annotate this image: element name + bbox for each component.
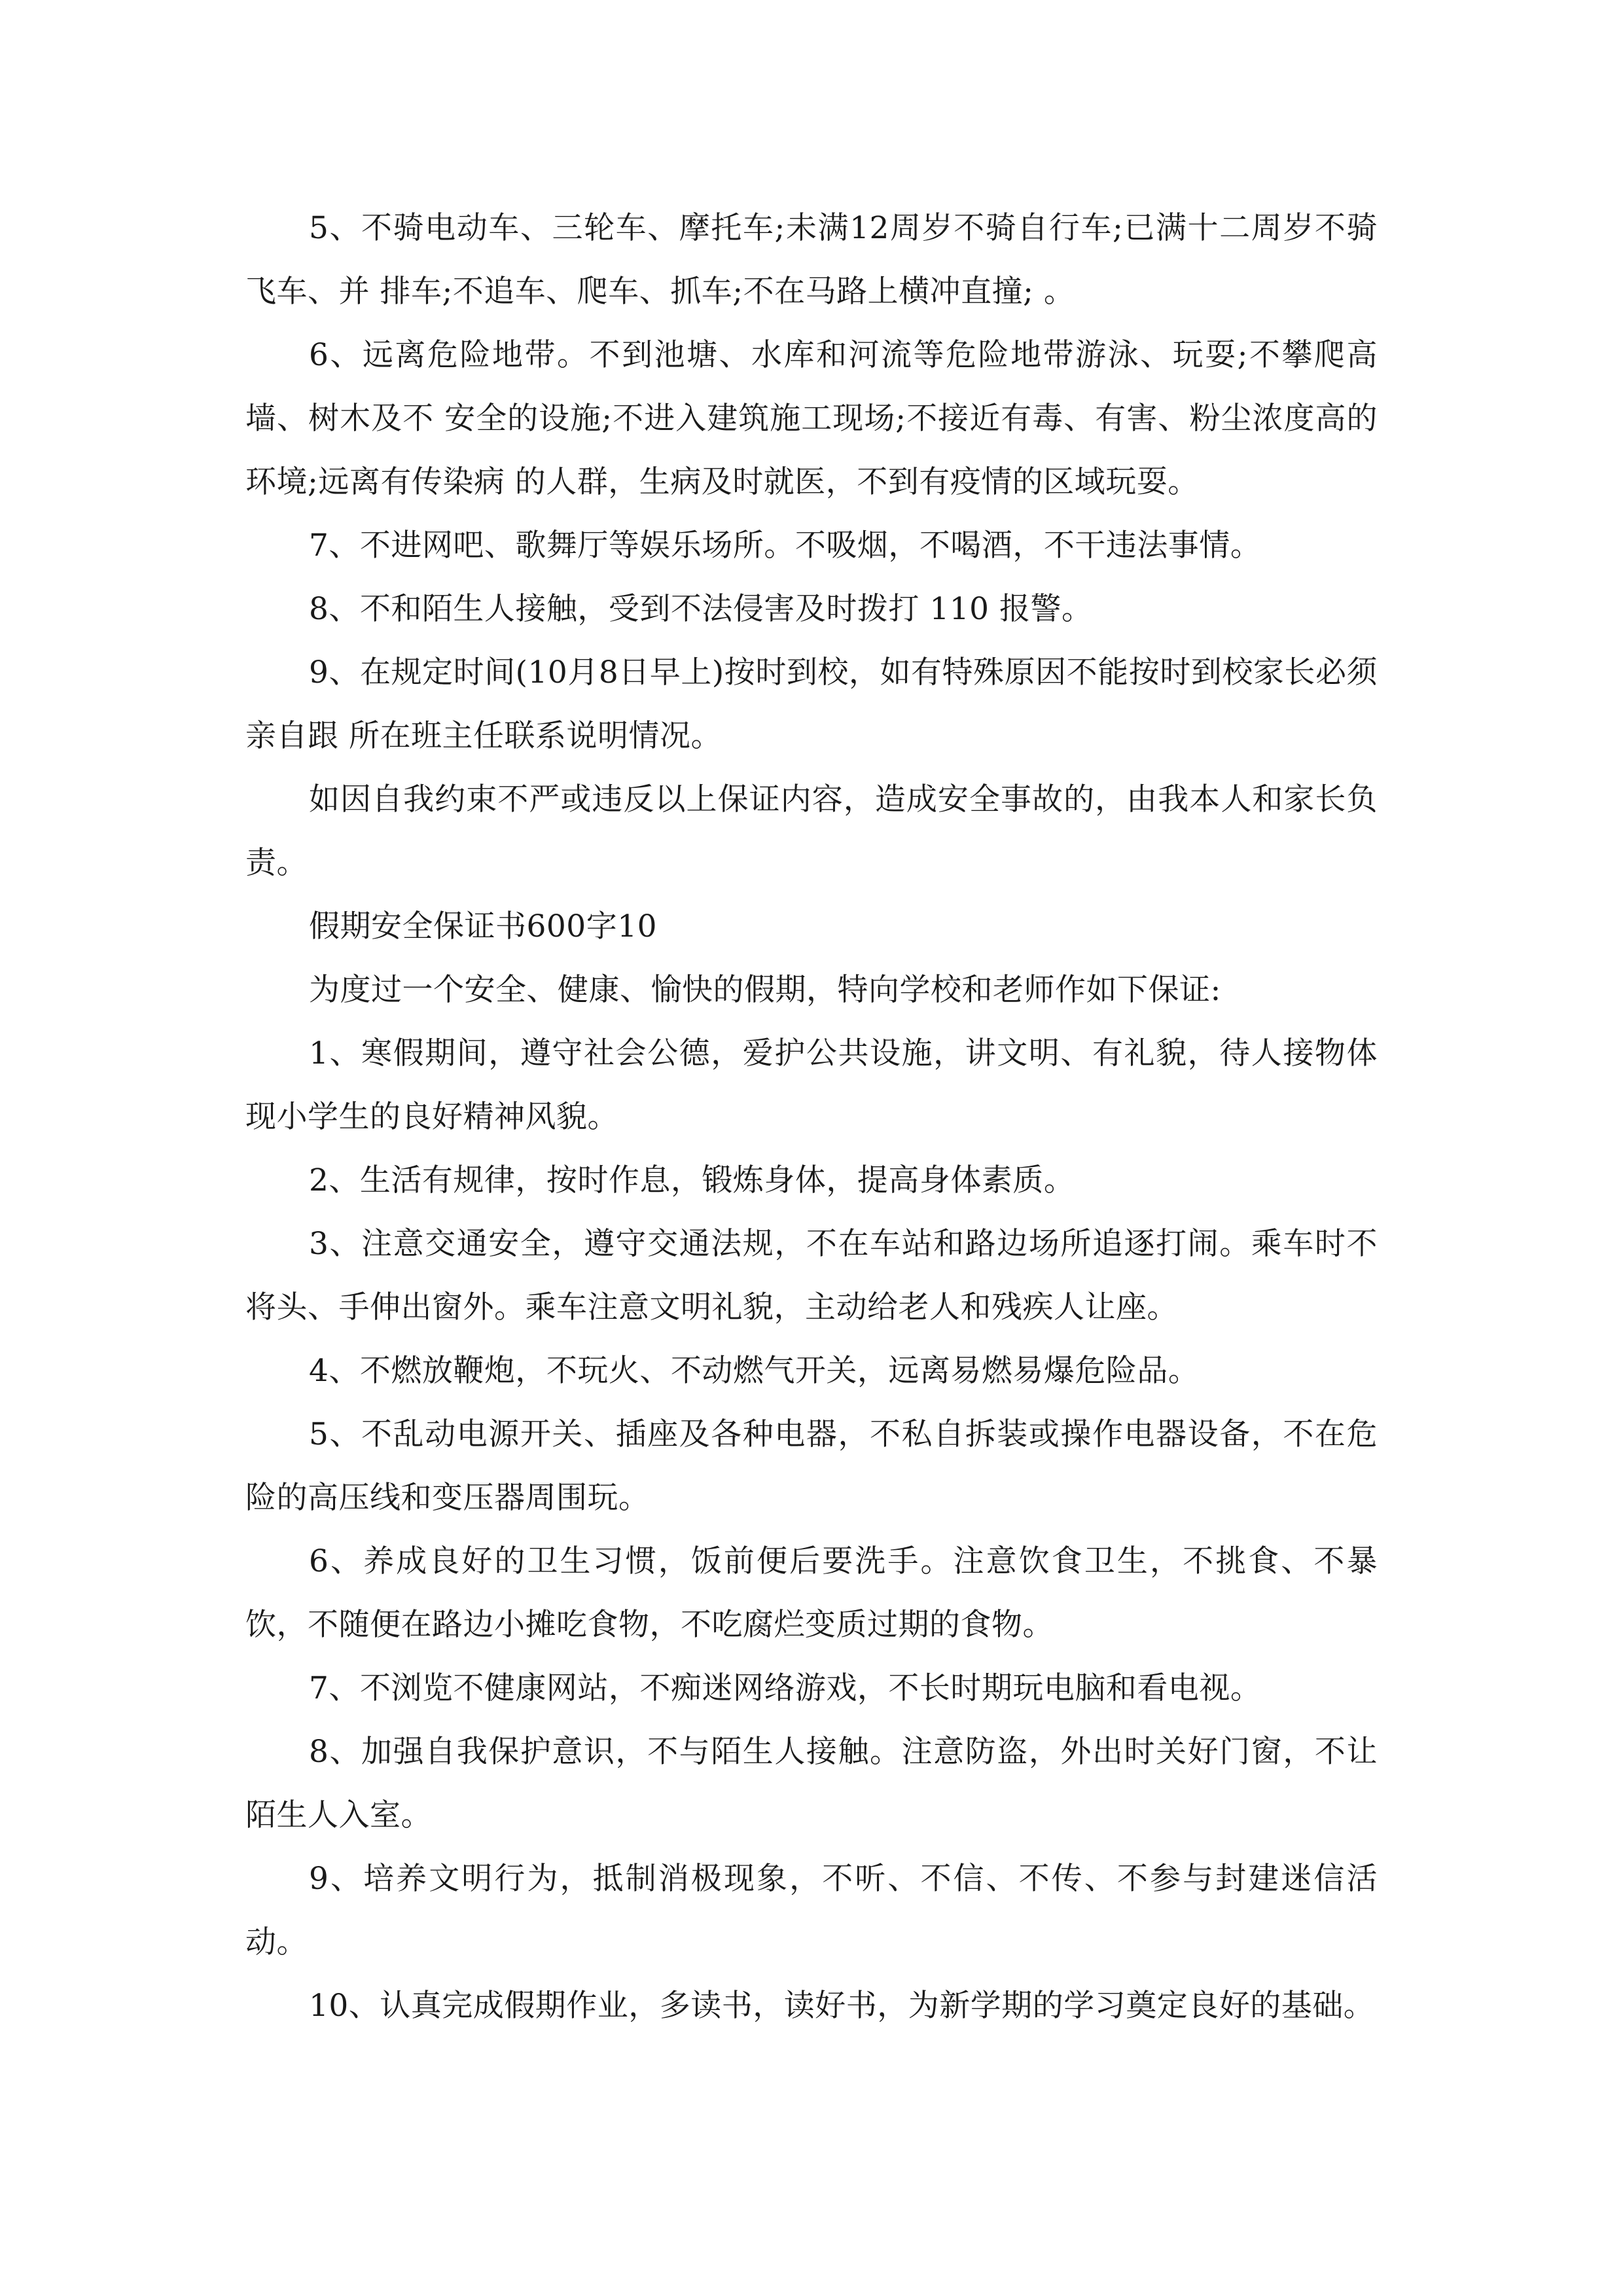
paragraph-pledge-10: 10、认真完成假期作业，多读书，读好书，为新学期的学习奠定良好的基础。 [309,1988,1375,2024]
paragraph-intro: 为度过一个安全、健康、愉快的假期，特向学校和老师作如下保证: [309,972,1221,1008]
paragraph-pledge-7: 7、不浏览不健康网站，不痴迷网络游戏，不长时期玩电脑和看电视。 [309,1670,1262,1706]
paragraph-pledge-4: 4、不燃放鞭炮，不玩火、不动燃气开关，远离易燃易爆危险品。 [309,1353,1200,1389]
paragraph-responsibility: 如因自我约束不严或违反以上保证内容，造成安全事故的，由我本人和家长负责。 [245,781,1378,881]
paragraph-item-7-entertainment: 7、不进网吧、歌舞厅等娱乐场所。不吸烟，不喝酒，不干违法事情。 [309,528,1262,564]
paragraph-item-5-vehicles: 5、不骑电动车、三轮车、摩托车;未满12周岁不骑自行车;已满十二周岁不骑飞车、并 排车;不追车、爬车、抓车;不在马路上横冲直撞; 。 [245,210,1378,310]
paragraph-item-6-danger-zones: 6、远离危险地带。不到池塘、水库和河流等危险地带游泳、玩耍;不攀爬高墙、树木及不 安全的设施;不进入建筑施工现场;不接近有毒、有害、粉尘浓度高的环境;远离有传染病 的人群，生病及时就医，不到有疫情的区域玩耍。 [245,337,1378,500]
document-body [245,196,1378,2037]
paragraph-pledge-2: 2、生活有规律，按时作息，锻炼身体，提高身体素质。 [309,1162,1075,1198]
paragraph-pledge-8: 8、加强自我保护意识，不与陌生人接触。注意防盗，外出时关好门窗，不让陌生人入室。 [245,1734,1378,1833]
paragraph-pledge-1: 1、寒假期间，遵守社会公德，爱护公共设施，讲文明、有礼貌，待人接物体现小学生的良好精神风貌。 [245,1035,1378,1135]
paragraph-pledge-5: 5、不乱动电源开关、插座及各种电器，不私自拆装或操作电器设备，不在危险的高压线和变压器周围玩。 [245,1416,1378,1516]
section-heading: 假期安全保证书600字10 [309,908,658,944]
paragraph-item-9-return-time: 9、在规定时间(10月8日早上)按时到校，如有特殊原因不能按时到校家长必须亲自跟 所在班主任联系说明情况。 [245,655,1378,754]
paragraph-pledge-3: 3、注意交通安全，遵守交通法规，不在车站和路边场所追逐打闹。乘车时不将头、手伸出窗外。乘车注意文明礼貌，主动给老人和残疾人让座。 [245,1226,1378,1325]
paragraph-item-8-strangers: 8、不和陌生人接触，受到不法侵害及时拨打 110 报警。 [309,591,1093,627]
paragraph-pledge-6: 6、养成良好的卫生习惯，饭前便后要洗手。注意饮食卫生，不挑食、不暴饮，不随便在路边小摊吃食物，不吃腐烂变质过期的食物。 [245,1543,1378,1643]
paragraph-pledge-9: 9、培养文明行为，抵制消极现象，不听、不信、不传、不参与封建迷信活动。 [245,1861,1378,1960]
